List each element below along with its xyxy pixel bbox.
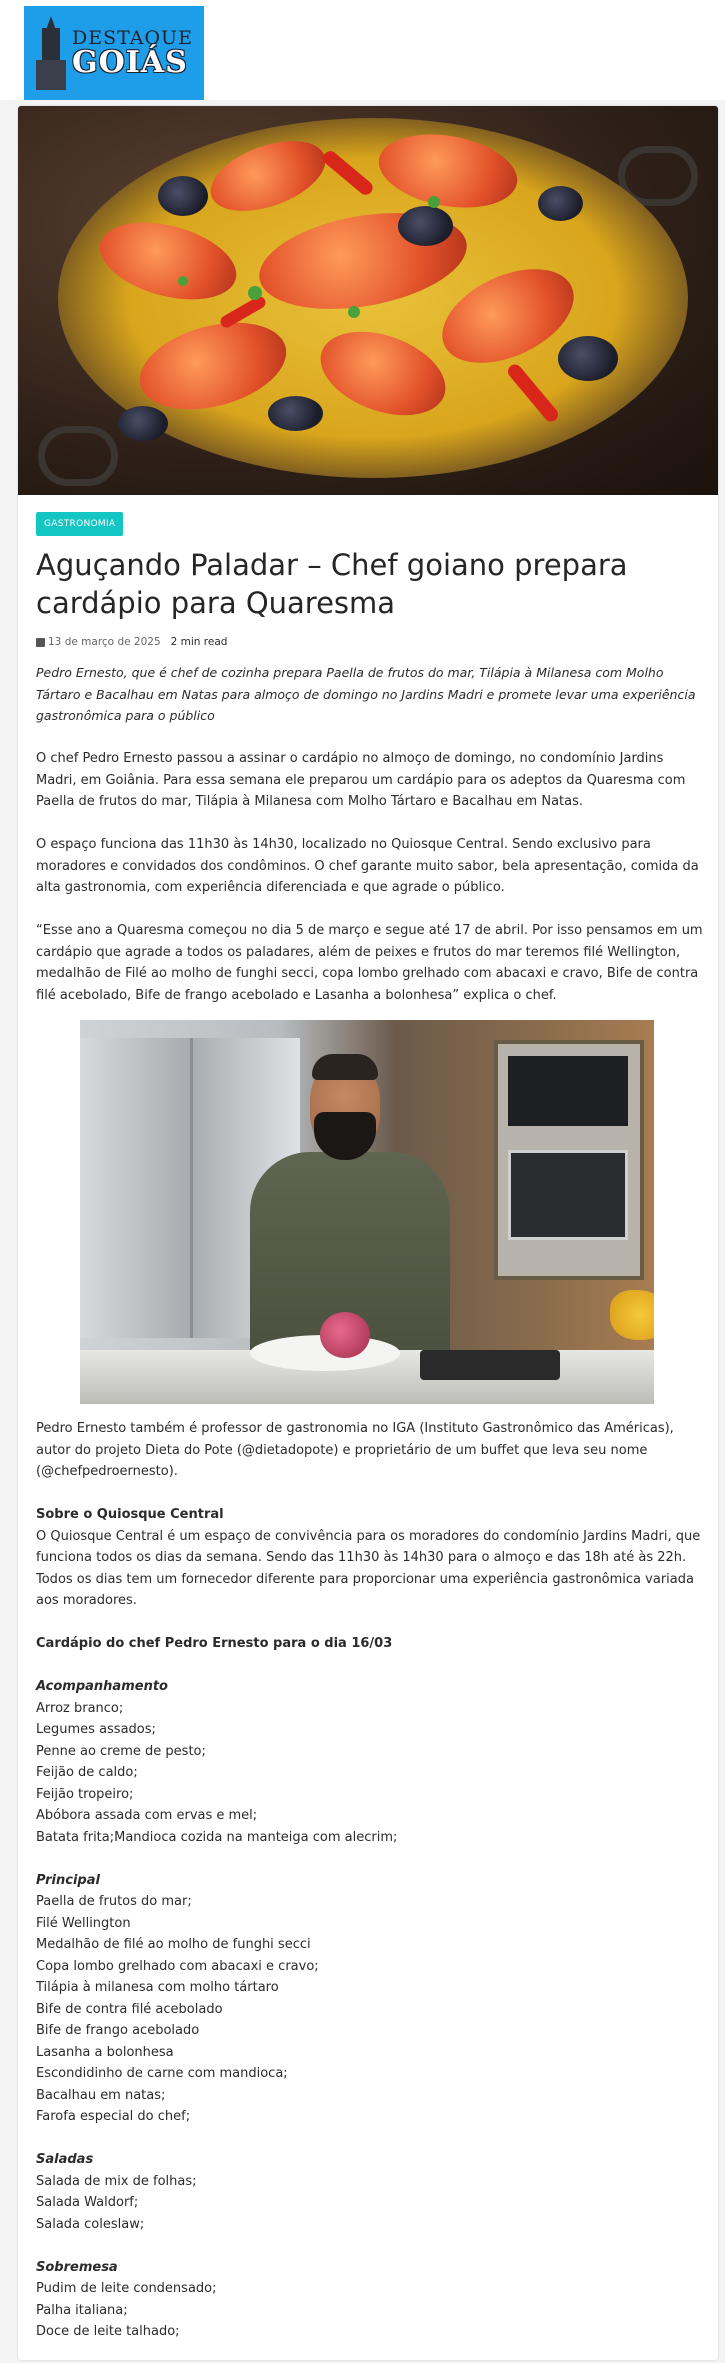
menu-section-title: Principal xyxy=(36,1872,100,1888)
article-card xyxy=(18,106,718,2360)
calendar-icon xyxy=(36,638,45,647)
menu-item: Legumes assados; xyxy=(36,1722,156,1737)
logo-line-1: DESTAQUE xyxy=(72,26,193,49)
menu-item: Salada Waldorf; xyxy=(36,2195,139,2210)
menu-item: Doce de leite talhado; xyxy=(36,2324,180,2339)
site-header xyxy=(0,0,725,100)
menu-item: Lasanha a bolonhesa xyxy=(36,2044,174,2060)
menu-item: Penne ao creme de pesto; xyxy=(36,1743,206,1759)
menu-item: Salada coleslaw; xyxy=(36,2216,145,2232)
quiosque-section xyxy=(36,1504,706,1612)
post-date xyxy=(36,636,161,648)
menu-item: Feijão tropeiro; xyxy=(36,1786,134,1802)
menu-item: Medalhão de filé ao molho de funghi secci xyxy=(36,1937,311,1952)
menu-item: Pudim de leite condensado; xyxy=(36,2281,217,2296)
menu-section-title: Saladas xyxy=(36,2152,94,2167)
menu-section-title: Acompanhamento xyxy=(36,1679,168,1694)
menu-list xyxy=(36,1676,706,2343)
menu-section xyxy=(36,1870,706,2128)
article-body xyxy=(36,662,706,2360)
article-meta xyxy=(36,636,227,648)
paragraph: “Esse ano a Quaresma começou no dia 5 de março e segue até 17 de abril. Por isso pensamos em um cardápio que agrade a todos os paladares, além de peixes e frutos do mar teremos filé Wellington, medalhão de Filé ao molho de funghi secci, copa lombo grelhado com abacaxi e cravo, Bife de contra filé acebolado, Bife de frango acebolado e Lasanha a bolonhesa” explica o chef. xyxy=(36,923,703,1003)
quiosque-heading: Sobre o Quiosque Central xyxy=(36,1507,224,1522)
site-logo[interactable] xyxy=(24,6,204,100)
article-title: Aguçando Paladar – Chef goiano prepara cardápio para Quaresma xyxy=(36,548,628,620)
article-lead: Pedro Ernesto, que é chef de cozinha prepara Paella de frutos do mar, Tilápia à Milanesa com Molho Tártaro e Bacalhau em Natas para almoço de domingo no Jardins Madri e promete levar uma experiência gastronômica para o público xyxy=(36,665,696,723)
menu-item: Bacalhau em natas; xyxy=(36,2087,166,2103)
menu-item: Bife de frango acebolado xyxy=(36,2023,200,2038)
menu-heading: Cardápio do chef Pedro Ernesto para o dia 16/03 xyxy=(36,1636,393,1651)
menu-section xyxy=(36,2149,706,2235)
category-badge[interactable]: GASTRONOMIA xyxy=(36,512,123,536)
menu-item: Abóbora assada com ervas e mel; xyxy=(36,1808,258,1823)
chef-photo xyxy=(80,1020,654,1404)
menu-item: Salada de mix de folhas; xyxy=(36,2173,197,2189)
paragraph: O chef Pedro Ernesto passou a assinar o cardápio no almoço de domingo, no condomínio Jardins Madri, em Goiânia. Para essa semana ele preparou um cardápio para os adeptos da Quaresma com Paella de frutos do mar, Tilápia à Milanesa com Molho Tártaro e Bacalhau em Natas. xyxy=(36,751,686,809)
menu-item: Filé Wellington xyxy=(36,1915,131,1931)
quiosque-text: O Quiosque Central é um espaço de convivência para os moradores do condomínio Jardins Madri, que funciona todos os dias da semana. Sendo das 11h30 às 14h30 para o almoço e das 18h até às 22h. Todos os dias tem um fornecedor diferente para proporcionar uma experiência gastronômica variada aos moradores. xyxy=(36,1528,701,1608)
tower-logo-icon xyxy=(36,16,66,90)
menu-item: Farofa especial do chef; xyxy=(36,2109,191,2124)
paragraph: Pedro Ernesto também é professor de gastronomia no IGA (Instituto Gastronômico das Américas), autor do projeto Dieta do Pote (@dietadopote) e proprietário de um buffet que leva seu nome (@chefpedroernesto). xyxy=(36,1421,674,1479)
post-date-text: 13 de março de 2025 xyxy=(48,636,161,648)
menu-item: Batata frita;Mandioca cozida na manteiga com alecrim; xyxy=(36,1829,398,1845)
menu-item: Escondidinho de carne com mandioca; xyxy=(36,2066,288,2081)
menu-item: Copa lombo grelhado com abacaxi e cravo; xyxy=(36,1958,319,1974)
logo-line-2: GOIÁS xyxy=(72,44,188,80)
menu-item: Bife de contra filé acebolado xyxy=(36,2001,223,2017)
paragraph: O espaço funciona das 11h30 às 14h30, localizado no Quiosque Central. Sendo exclusivo para moradores e convidados dos condôminos. O chef garante muito sabor, bela apresentação, comida da alta gastronomia, com experiência diferenciada e que agrade o público. xyxy=(36,837,699,895)
menu-item: Feijão de caldo; xyxy=(36,1765,138,1780)
read-time: 2 min read xyxy=(170,636,228,648)
menu-item: Paella de frutos do mar; xyxy=(36,1894,192,1909)
menu-item: Tilápia à milanesa com molho tártaro xyxy=(36,1980,279,1995)
menu-section xyxy=(36,1676,706,1848)
menu-item: Palha italiana; xyxy=(36,2302,128,2318)
menu-section-title: Sobremesa xyxy=(36,2259,118,2275)
menu-item: Arroz branco; xyxy=(36,1700,124,1716)
menu-section xyxy=(36,2257,706,2343)
hero-image-paella xyxy=(18,106,718,495)
